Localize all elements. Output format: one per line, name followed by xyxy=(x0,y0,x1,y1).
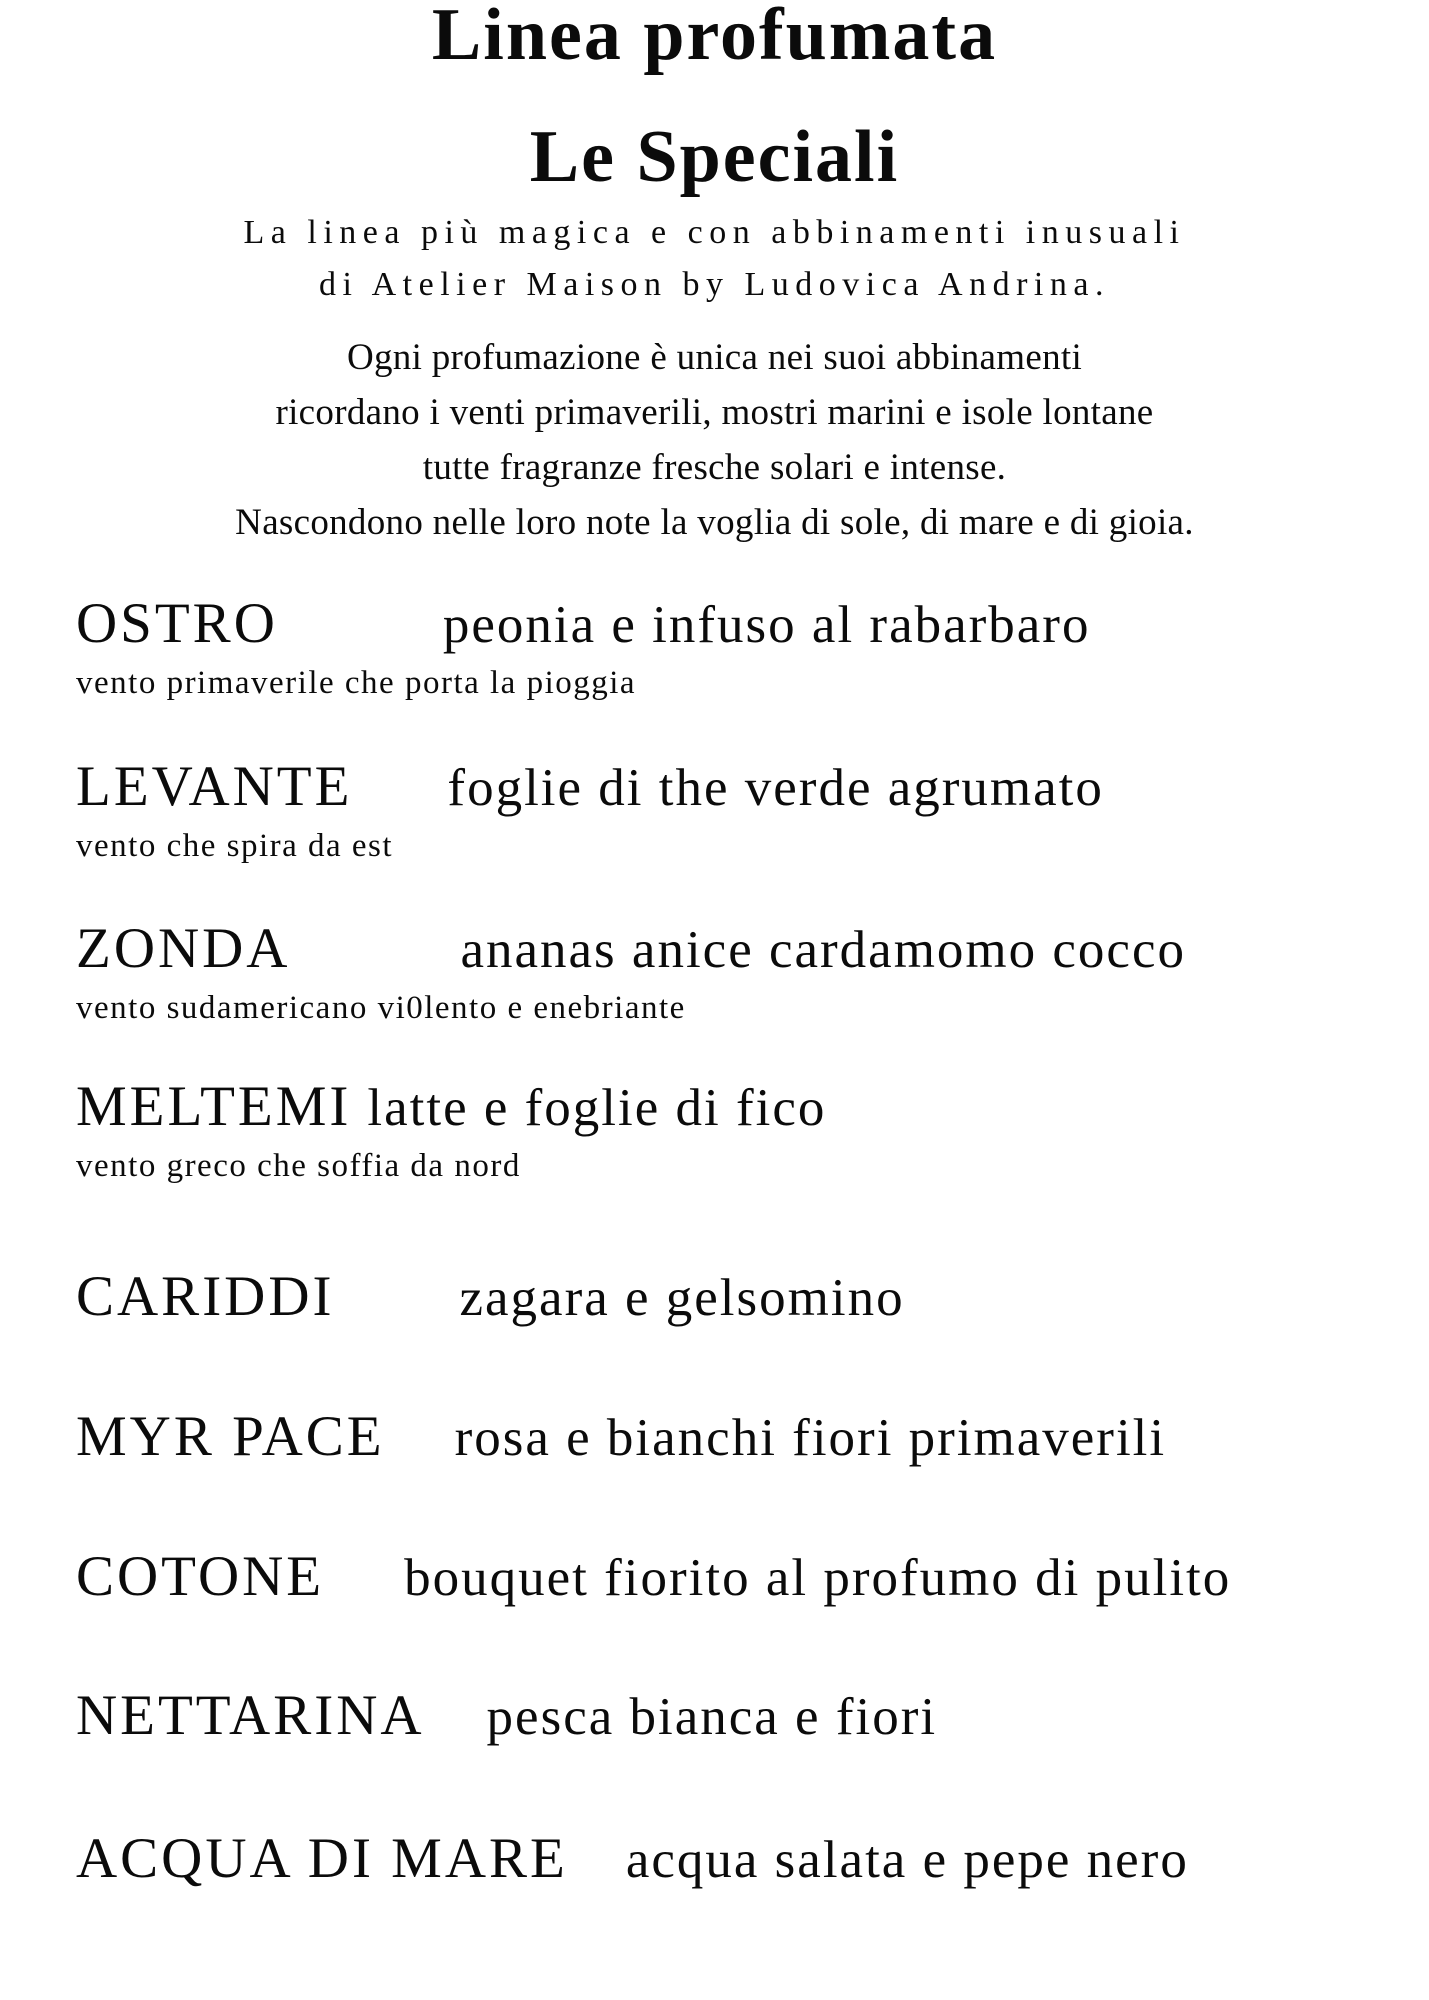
fragrance-description: vento che spira da est xyxy=(76,828,394,864)
fragrance-item-myr-pace xyxy=(76,1403,1166,1472)
fragrance-notes: foglie di the verde agrumato xyxy=(447,759,1104,817)
fragrance-line xyxy=(76,1263,905,1332)
page-title-line1: Linea profumata xyxy=(431,0,998,76)
intro-line4: Nascondono nelle loro note la voglia di sole, di mare e di gioia. xyxy=(235,502,1194,543)
fragrance-name: CARIDDI xyxy=(76,1265,335,1328)
fragrance-line xyxy=(76,590,1090,659)
subtitle-line2: di Atelier Maison by Ludovica Andrina. xyxy=(319,266,1110,303)
fragrance-item-ostro xyxy=(76,590,1090,702)
fragrance-name: COTONE xyxy=(76,1545,325,1608)
fragrance-line xyxy=(76,1825,1189,1894)
intro-line2: ricordano i venti primaverili, mostri marini e isole lontane xyxy=(275,392,1154,433)
fragrance-item-acqua-di-mare xyxy=(76,1825,1189,1894)
fragrance-line xyxy=(76,1682,937,1751)
fragrance-description: vento sudamericano vi0lento e enebriante xyxy=(76,990,686,1026)
fragrance-name: ACQUA DI MARE xyxy=(76,1827,568,1890)
fragrance-line xyxy=(76,915,1186,984)
fragrance-notes: peonia e infuso al rabarbaro xyxy=(442,596,1091,654)
fragrance-notes: rosa e bianchi fiori primaverili xyxy=(454,1409,1167,1467)
fragrance-item-levante xyxy=(76,753,1104,865)
fragrance-notes: zagara e gelsomino xyxy=(459,1269,905,1327)
fragrance-notes: bouquet fiorito al profumo di pulito xyxy=(404,1549,1232,1607)
fragrance-name: NETTARINA xyxy=(76,1684,425,1747)
fragrance-notes: pesca bianca e fiori xyxy=(486,1688,938,1746)
subtitle-line1: La linea più magica e con abbinamenti inusuali xyxy=(243,214,1186,251)
fragrance-item-cotone xyxy=(76,1543,1231,1612)
fragrance-name: ZONDA xyxy=(76,917,291,980)
fragrance-item-zonda xyxy=(76,915,1186,1027)
subtitle xyxy=(0,207,1429,311)
intro-paragraph xyxy=(0,330,1429,550)
fragrance-line xyxy=(76,1073,826,1142)
fragrance-notes: acqua salata e pepe nero xyxy=(625,1831,1189,1889)
fragrance-notes: latte e foglie di fico xyxy=(367,1079,827,1137)
fragrance-name: LEVANTE xyxy=(76,755,353,818)
fragrance-line xyxy=(76,1543,1231,1612)
fragrance-name: OSTRO xyxy=(76,592,278,655)
fragrance-notes: ananas anice cardamomo cocco xyxy=(460,921,1186,979)
fragrance-name: MYR PACE xyxy=(76,1405,385,1468)
fragrance-item-nettarina xyxy=(76,1682,937,1751)
intro-line1: Ogni profumazione è unica nei suoi abbinamenti xyxy=(346,337,1083,378)
fragrance-description: vento primaverile che porta la pioggia xyxy=(76,665,637,701)
intro-line3: tutte fragranze fresche solari e intense. xyxy=(422,447,1007,488)
fragrance-item-meltemi xyxy=(76,1073,826,1185)
fragrance-item-cariddi xyxy=(76,1263,905,1332)
fragrance-description: vento greco che soffia da nord xyxy=(76,1148,521,1184)
fragrance-line xyxy=(76,753,1104,822)
page-title-line2: Le Speciali xyxy=(529,116,900,198)
fragrance-line xyxy=(76,1403,1166,1472)
fragrance-name: MELTEMI xyxy=(76,1075,352,1138)
